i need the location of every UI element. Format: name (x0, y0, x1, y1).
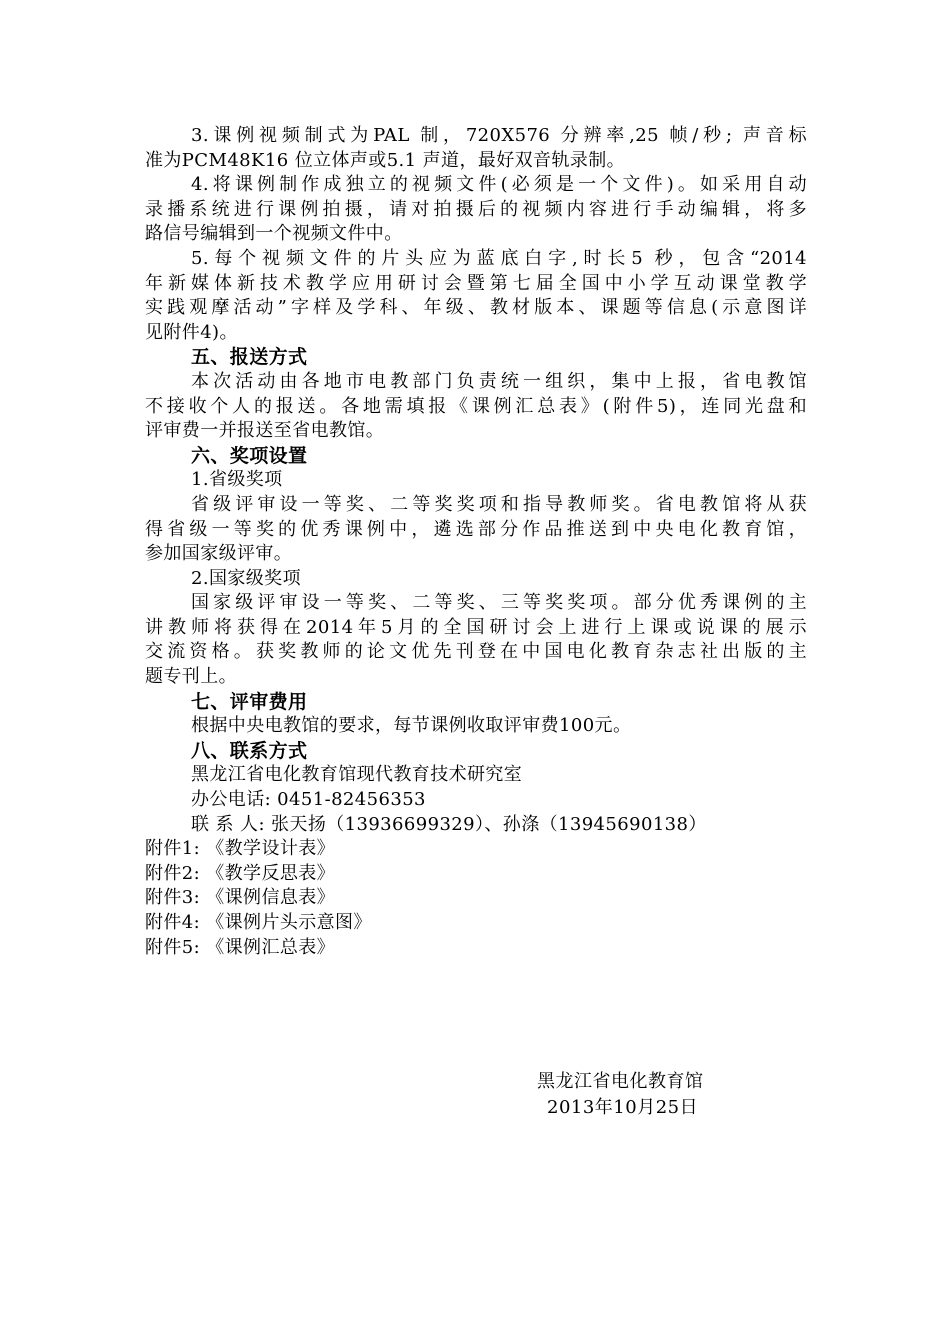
section-heading: 八、联系方式 (191, 739, 308, 762)
contact-person: 联 系 人: 张天扬（13936699329）、孙涤（13945690138） (191, 813, 707, 835)
section-heading: 五、报送方式 (191, 346, 308, 369)
paragraph-line: 根据中央电教馆的要求，每节课例收取评审费100元。 (191, 715, 632, 737)
paragraph-line: 录播系统进行课例拍摄，请对拍摄后的视频内容进行手动编辑，将多 (145, 198, 807, 220)
contact-org: 黑龙江省电化教育馆现代教育技术研究室 (191, 764, 523, 786)
attachment-item: 附件5: 《课例汇总表》 (145, 936, 336, 958)
paragraph-line: 得省级一等奖的优秀课例中，遴选部分作品推送到中央电化教育馆， (145, 518, 807, 540)
document-body (145, 124, 807, 960)
paragraph-line: 国家级评审设一等奖、二等奖、三等奖奖项。部分优秀课例的主 (191, 592, 807, 614)
attachment-item: 附件4: 《课例片头示意图》 (145, 912, 372, 933)
attachment-item: 附件3: 《课例信息表》 (145, 887, 336, 909)
paragraph-line: 不接收个人的报送。各地需填报《课例汇总表》(附件5)，连同光盘和 (145, 395, 807, 417)
paragraph-line: 5.每个视频文件的片头应为蓝底白字,时长5 秒，包含“2014 (191, 247, 807, 269)
paragraph-line: 讲教师将获得在2014年5月的全国研讨会上进行上课或说课的展示 (145, 616, 807, 638)
attachment-item: 附件2: 《教学反思表》 (145, 862, 336, 884)
paragraph-line: 评审费一并报送至省电教馆。 (145, 420, 385, 442)
section-heading: 六、奖项设置 (191, 444, 308, 467)
paragraph-line: 省级评审设一等奖、二等奖奖项和指导教师奖。省电教馆将从获 (191, 493, 807, 515)
paragraph-line: 交流资格。获奖教师的论文优先刊登在中国电化教育杂志社出版的主 (145, 641, 807, 663)
paragraph-line: 路信号编辑到一个视频文件中。 (145, 223, 403, 245)
paragraph-line: 见附件4)。 (145, 321, 238, 343)
paragraph-line: 本次活动由各地市电教部门负责统一组织，集中上报，省电教馆 (191, 370, 807, 392)
paragraph-line: 4.将课例制作成独立的视频文件(必须是一个文件)。如采用自动 (191, 174, 807, 196)
signature-org: 黑龙江省电化教育馆 (537, 1071, 704, 1092)
paragraph-line: 准为PCM48K16 位立体声或5.1 声道，最好双音轨录制。 (145, 149, 626, 171)
section-heading: 七、评审费用 (191, 690, 308, 713)
attachment-item: 附件1: 《教学设计表》 (145, 838, 336, 860)
signature-date: 2013年10月25日 (547, 1097, 699, 1118)
subsection-title: 1.省级奖项 (191, 469, 283, 491)
subsection-title: 2.国家级奖项 (191, 567, 301, 589)
paragraph-line: 实践观摩活动”字样及学科、年级、教材版本、课题等信息(示意图详 (145, 297, 807, 319)
paragraph-line: 题专刊上。 (145, 666, 237, 688)
paragraph-line: 3.课例视频制式为PAL 制，720X576 分辨率,25 帧/秒; 声音标 (191, 125, 807, 146)
contact-phone: 办公电话: 0451-82456353 (191, 789, 426, 811)
paragraph-line: 年新媒体新技术教学应用研讨会暨第七届全国中小学互动课堂教学 (145, 272, 807, 294)
paragraph-line: 参加国家级评审。 (145, 543, 293, 565)
